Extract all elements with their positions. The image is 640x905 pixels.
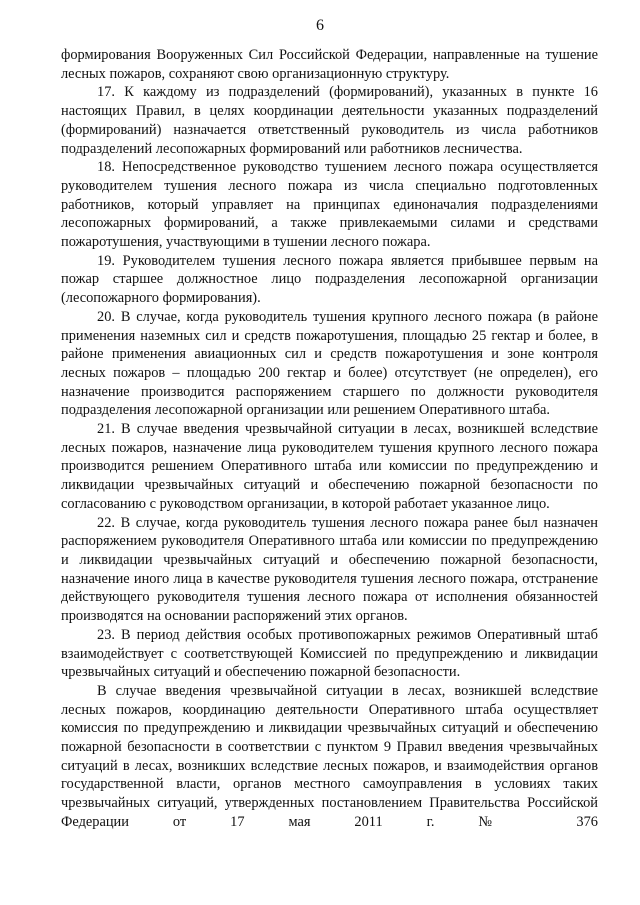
paragraph-19: 19. Руководителем тушения лесного пожара является прибывшее первым на пожар старшее должностное лицо подразделения лесопожарной организации (лесопожарного формирования).	[61, 252, 598, 307]
paragraph-22: 22. В случае, когда руководитель тушения лесного пожара ранее был назначен распоряжением руководителя Оперативного штаба или комиссии по предупреждению и ликвидации чрезвычайных ситуаций и обеспечению пожарной безопасности, назначение иного лица в качестве руководителя тушения лесного пожара, отстранение действующего руководителя тушения лесного пожара от исполнения обязанностей производятся на основании распоряжений этих органов.	[61, 514, 598, 625]
paragraph-18: 18. Непосредственное руководство тушением лесного пожара осуществляется руководителем тушения лесного пожара из числа специально подготовленных работников, который управляет на принципах единоначалия подразделениями лесопожарных формирований, а также привлекаемыми силами и средствами пожаротушения, участвующими в тушении лесного пожара.	[61, 159, 598, 251]
paragraph-17: 17. К каждому из подразделений (формирований), указанных в пункте 16 настоящих Правил, в целях координации деятельности указанных подразделений (формирований) назначается ответственный руководитель из числа работников подразделений лесопожарных формирований или работников лесничества.	[61, 84, 598, 157]
paragraph-23-continued: В случае введения чрезвычайной ситуации в лесах, возникшей вследствие лесных пожаров, координацию деятельности Оперативного штаба осуществляет комиссия по предупреждению и ликвидации чрезвычайных ситуаций и обеспечению пожарной безопасности в соответствии с пунктом 9 Правил введения чрезвычайных ситуаций в лесах, возникших вследствие лесных пожаров, и взаимодействия органов государственной власти, органов местного самоуправления в условиях таких чрезвычайных ситуаций, утвержденных постановлением Правительства Российской Федерации от 17 мая 2011 г. № 376	[61, 682, 598, 830]
page-number: 6	[316, 17, 324, 34]
document-body	[61, 46, 598, 832]
paragraph-20: 20. В случае, когда руководитель тушения крупного лесного пожара (в районе применения наземных сил и средств пожаротушения, площадью 25 гектар и более, в районе применения авиационных сил и средств пожаротушения и зоне контроля лесных пожаров – площадью 200 гектар и более) отсутствует (не определен), его назначение производится распоряжением старшего по должности руководителя подразделения лесопожарной организации или решением Оперативного штаба.	[61, 308, 598, 419]
paragraph-continuation: формирования Вооруженных Сил Российской Федерации, направленные на тушение лесных пожаров, сохраняют свою организационную структуру.	[61, 47, 598, 82]
paragraph-21: 21. В случае введения чрезвычайной ситуации в лесах, возникшей вследствие лесных пожаров, назначение лица руководителем тушения крупного лесного пожара производится решением Оперативного штаба или комиссии по предупреждению и ликвидации чрезвычайных ситуаций и обеспечению пожарной безопасности по согласованию с руководством организации, в которой работает указанное лицо.	[61, 421, 598, 512]
paragraph-23: 23. В период действия особых противопожарных режимов Оперативный штаб взаимодействует с соответствующей Комиссией по предупреждению и ликвидации чрезвычайных ситуаций и обеспечению пожарной безопасности.	[61, 626, 598, 681]
